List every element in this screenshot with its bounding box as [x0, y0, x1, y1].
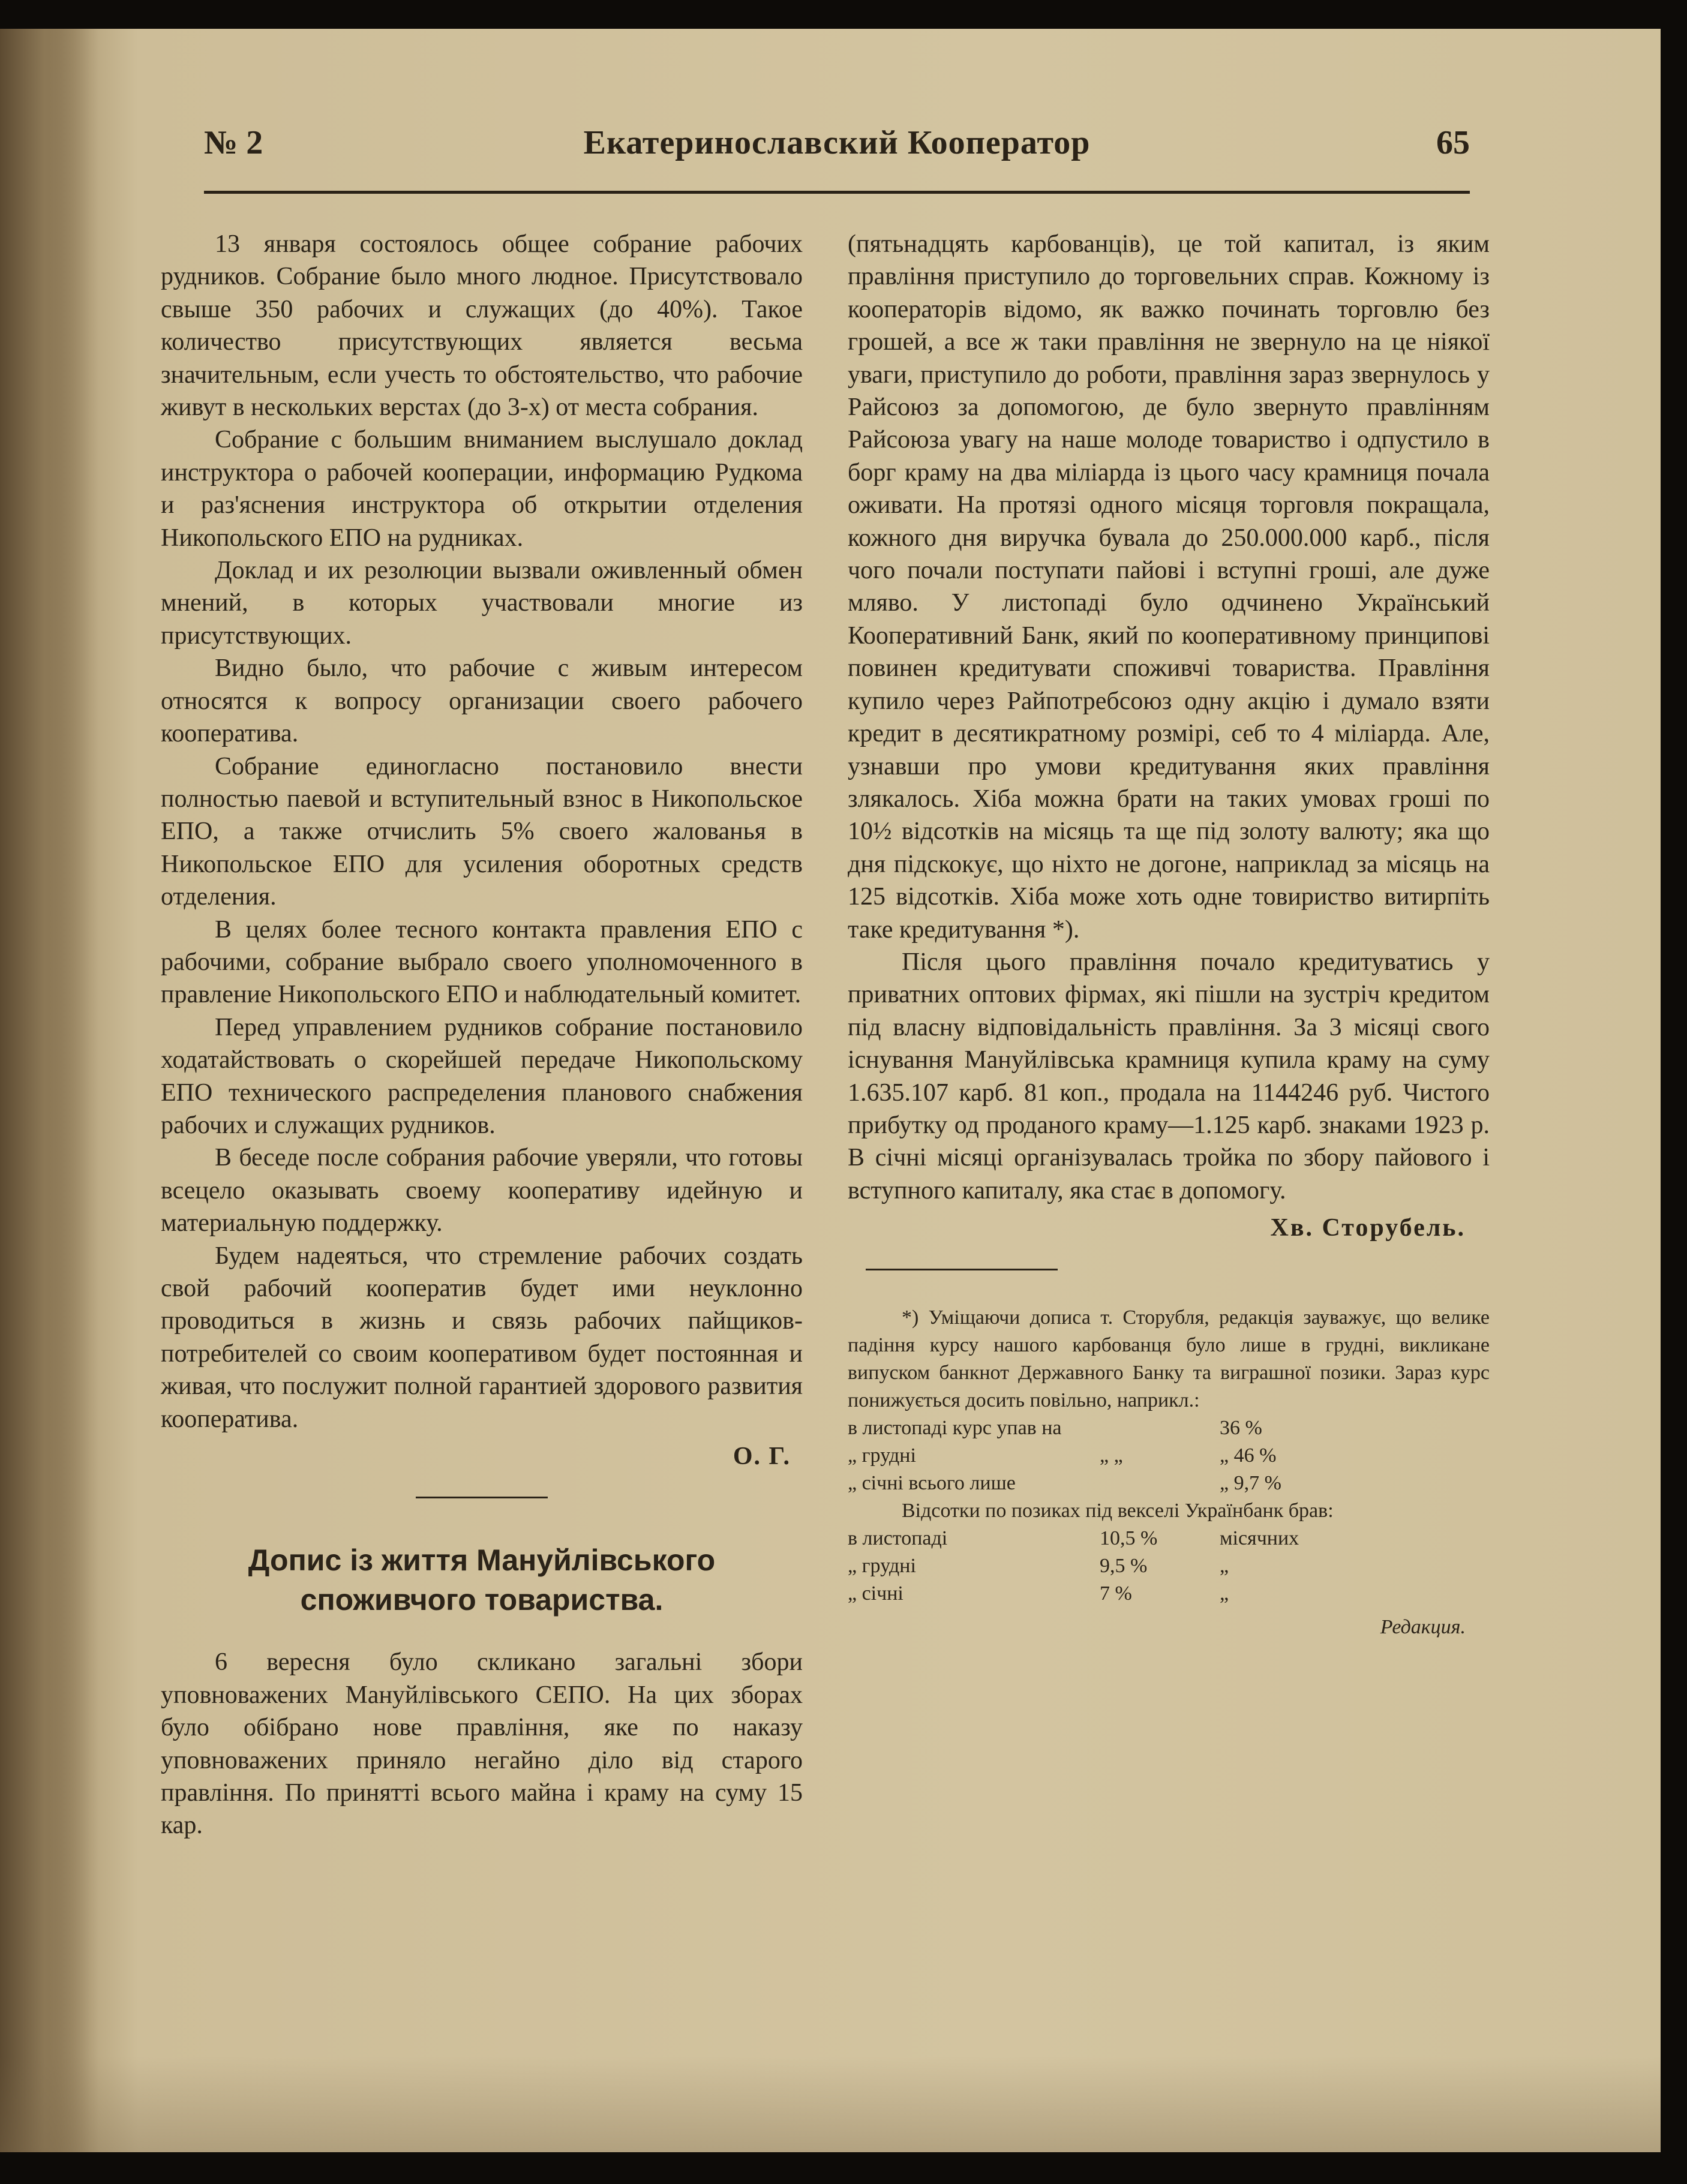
loan-label: „ грудні: [848, 1554, 916, 1577]
loan-intro: Відсотки по позиках під векселі Українбанк брав:: [902, 1499, 1334, 1522]
loan-value: 10,5 %: [1100, 1527, 1158, 1549]
rate-label: в листопаді курс упав на: [848, 1416, 1062, 1439]
issue-number: № 2: [204, 124, 263, 161]
footnote: [848, 1304, 1490, 1641]
paragraph: Будем надеяться, что стремление рабочих создать свой рабочий кооператив будет ими неуклонно проводиться в жизнь и связь рабочих пайщиков-потребителей со своим кооперативом будет постоянная и живая, что послужит полной гарантией здорового развития кооператива.: [161, 1242, 803, 1433]
rate-label: „ грудні: [848, 1444, 916, 1467]
rate-value: 36 %: [1220, 1416, 1262, 1439]
paragraph: Видно было, что рабочие с живым интересом относятся к вопросу организации своего рабочего кооператива.: [161, 654, 803, 748]
paragraph: Собрание с большим вниманием выслушало доклад инструктора о рабочей кооперации, информацию Рудкома и раз'яснения инструктора об открытии отделения Никопольского ЕПО на рудниках.: [161, 426, 803, 552]
header-rule: [204, 191, 1470, 194]
left-column: [161, 228, 803, 1842]
article-signature: Хв. Сторубель.: [1270, 1214, 1466, 1242]
paragraph: Доклад и их резолюции вызвали оживленный обмен мнений, в которых участвовали многие из присутствующих.: [161, 557, 803, 650]
footnote-divider: [866, 1269, 1058, 1270]
loan-row: [848, 1525, 1490, 1552]
paragraph: В целях более тесного контакта правления ЕПО с рабочими, собрание выбрало своего уполномоченного в правление Никопольского ЕПО и наблюдательный комитет.: [161, 915, 803, 1009]
rate-label: „ січні всього лише: [848, 1471, 1016, 1494]
rate-value: „ 9,7 %: [1220, 1471, 1281, 1494]
book-spine-shadow: [0, 29, 99, 2152]
article-title: Допис із життя Мануйлівського споживчого товариства.: [248, 1543, 716, 1617]
loan-label: „ січні: [848, 1582, 903, 1605]
rate-mark: „ „: [1100, 1444, 1123, 1467]
paragraph: (пятьнадцять карбованців), це той капитал, із яким правління приступило до торговельних справ. Кожному із кооператорів відомо, як важко починать торговлю без грошей, а все ж таки правління не звернуло на це ніякої уваги, приступило до роботи, правління зараз звернулось у Райсоюз за допомогою, де було звернуто правлінням Райсоюза увагу на наше молоде товариство і одпустило в борг краму на два міліарда із цього часу крамниця почала оживати. На протязі одного місяця торговля покращала, кожного дня виручка бувала до 250.000.000 карб., після чого почали поступати пайові і вступні гроші, але дуже мляво. У листопаді було одчинено Український Кооперативний Банк, який по кооперативному принципові повинен кредитувати споживчі товариства. Правління купило через Райпотребсоюз одну акцію і думало взяти кредит в десятикратному розмірі, себ то 4 міліарда. Але, узнавши про умови кредитування яких правління злякалось. Хіба можна брати на таких умовах гроші по 10½ відсотків на місяць та ще під золоту валюту; яка що дня підскокує, що ніхто не догоне, наприклад за місяць на 125 відсотків. Хіба може хоть одне товириство витирпіть таке кредитування *).: [848, 230, 1490, 944]
running-header: [204, 124, 1470, 184]
rate-mark: [1100, 1470, 1220, 1497]
paragraph: Після цього правління почало кредитуватись у приватних оптових фірмах, які пішли на зустріч кредитом під власну відповідальність правління. За 3 місяці свого існування Мануйлівська крамниця купила краму на суму 1.635.107 карб. 81 коп., продала на 1144246 руб. Чистого прибутку од проданого краму—1.125 карб. знаками 1923 р. В січні місяці організувалась тройка по збору пайового і вступного капиталу, яка стає в допомогу.: [848, 948, 1490, 1204]
section-divider: [416, 1497, 548, 1498]
journal-title: Екатеринославский Кооператор: [583, 124, 1091, 161]
paragraph: Собрание единогласно постановило внести полностью паевой и вступительный взнос в Никопольское ЕПО, а также отчислить 5% своего жалованья в Никопольское ЕПО для усиления оборотных средств отделения.: [161, 752, 803, 911]
paragraph: Перед управлением рудников собрание постановило ходатайствовать о скорейшей передаче Никопольскому ЕПО технического распределения планового снабжения рабочих и служащих рудников.: [161, 1013, 803, 1139]
paragraph: 13 января состоялось общее собрание рабочих рудников. Собрание было много людное. Присутствовало свыше 350 рабочих и служащих (до 40%). Такое количество присутствующих является весьма значительным, если учесть то обстоятельство, что рабочие живут в нескольких верстах (до 3-х) от места собрания.: [161, 230, 803, 422]
paragraph: 6 вересня було скликано загальні збори уповноважених Мануйлівського СЕПО. На цих зборах було обібрано нове правління, яке по наказу уповноважених приняло негайно діло від старого правління. По принятті всього майна і краму на суму 15 кар.: [161, 1648, 803, 1840]
footnote-signature: Редакция.: [1380, 1615, 1466, 1638]
rate-value: „ 46 %: [1220, 1444, 1277, 1467]
page-bottom-shade: [0, 2056, 1661, 2152]
loan-unit: „: [1220, 1582, 1229, 1605]
loan-row: [848, 1552, 1490, 1580]
article-signature: О. Г.: [733, 1443, 791, 1471]
loan-unit: „: [1220, 1554, 1229, 1577]
footnote-text: *) Уміщаючи дописа т. Сторубля, редакція зауважує, що велике падіння курсу нашого карбованця було лише в грудні, викликане випуском банкнот Державного Банку та виграшної позики. Зараз курс понижується досить повільно, наприкл.:: [848, 1306, 1490, 1411]
rate-mark: [1100, 1414, 1220, 1442]
rate-row: [848, 1470, 1490, 1497]
loan-value: 7 %: [1100, 1582, 1132, 1605]
rate-row: [848, 1414, 1490, 1442]
rate-row: [848, 1442, 1490, 1470]
loan-row: [848, 1580, 1490, 1608]
page-number: 65: [1436, 124, 1470, 161]
loan-value: 9,5 %: [1100, 1554, 1148, 1577]
right-column: [848, 228, 1490, 1641]
loan-label: в листопаді: [848, 1527, 948, 1549]
loan-unit: місячних: [1220, 1527, 1299, 1549]
paragraph: В беседе после собрания рабочие уверяли, что готовы всецело оказывать своему кооперативу идейную и материальную поддержку.: [161, 1144, 803, 1237]
